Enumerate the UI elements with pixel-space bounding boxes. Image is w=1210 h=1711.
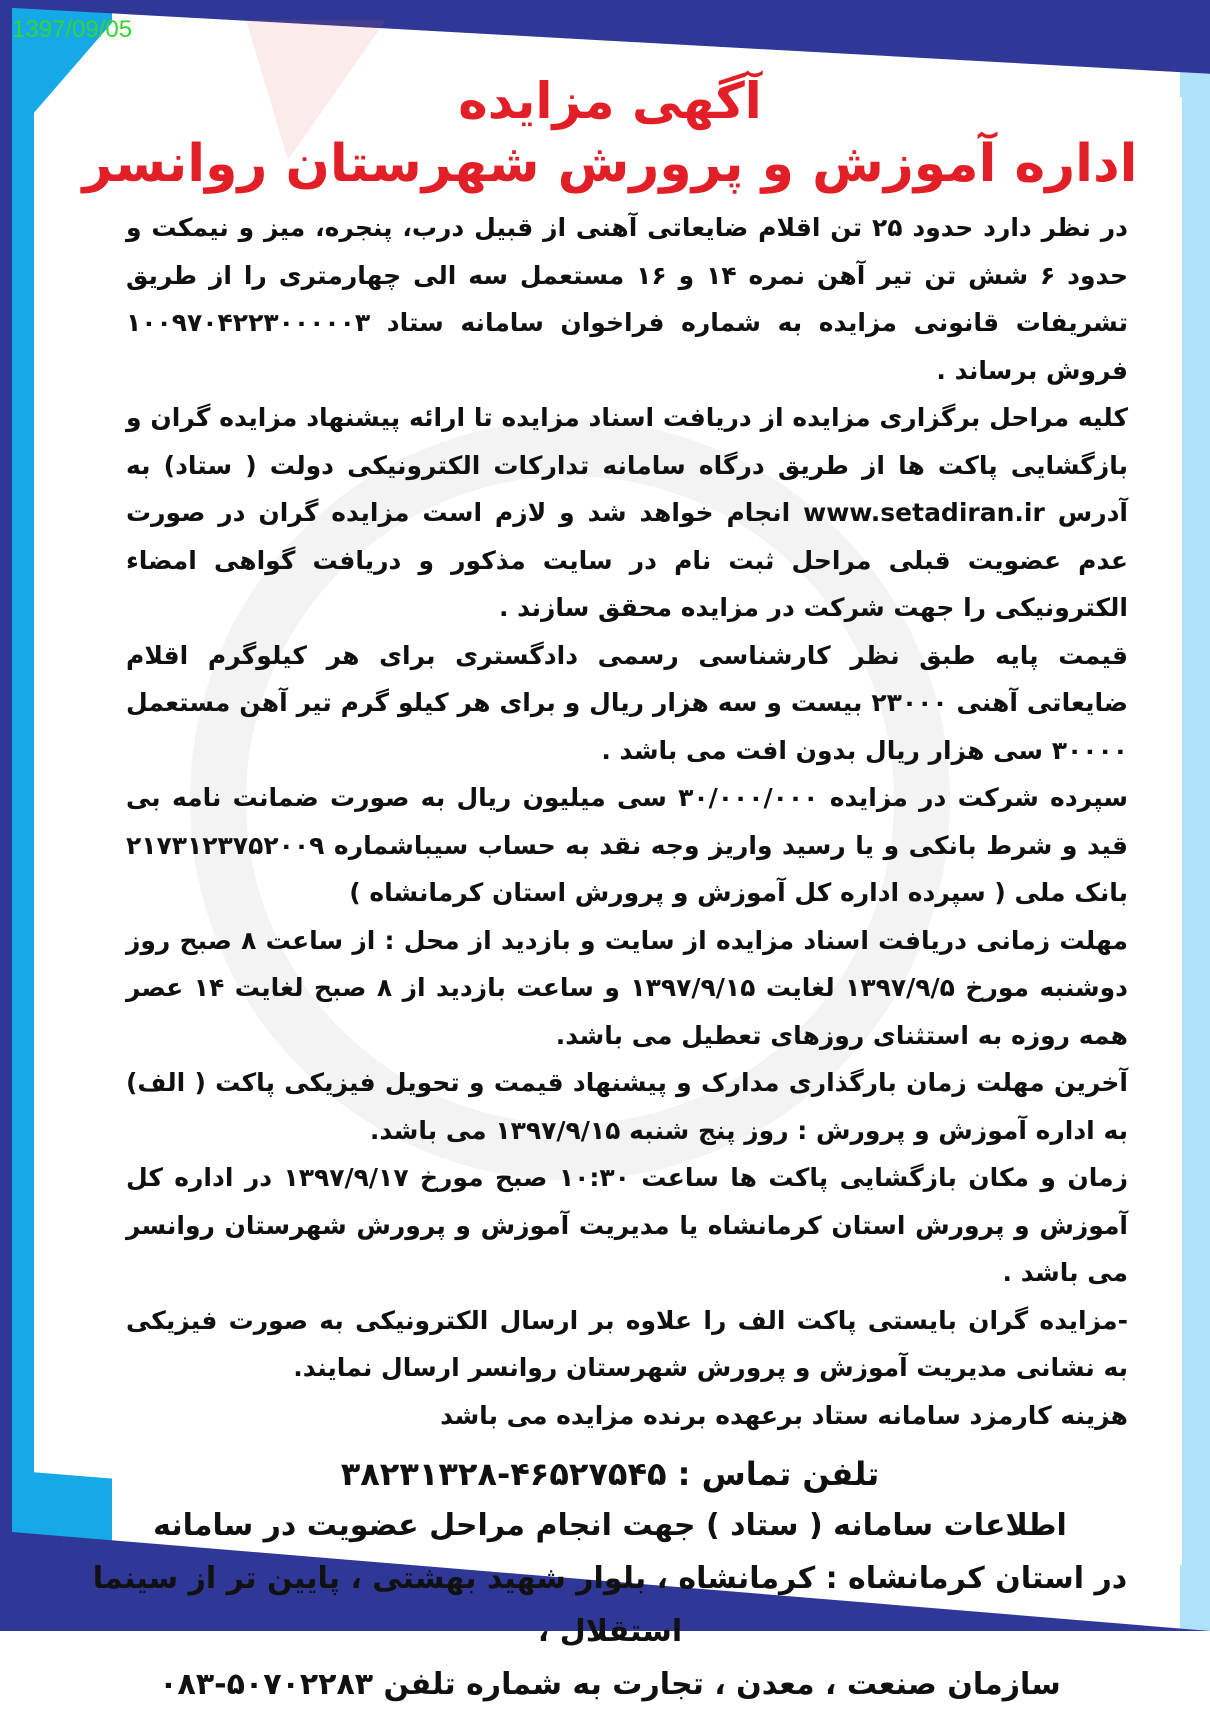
- date-stamp: 1397/09/05: [12, 16, 133, 43]
- frame-right-band: [1180, 0, 1210, 1631]
- paragraph-deposit: سپرده شرکت در مزایده ۳۰/۰۰۰/۰۰۰ سی میلیون ریال به صورت ضمانت نامه بی قید و شرط بانکی و یا رسید واریز وجه نقد به حساب سیباشماره ۲۱۷۳۱۲۳۷۵۲۰۰۹ بانک ملی ( سپرده اداره کل آموزش و پرورش استان کرمانشاه ): [126, 783, 1128, 907]
- paragraph-procedure: کلیه مراحل برگزاری مزایده از دریافت اسناد مزایده تا ارائه پیشنهاد مزایده گران و بازگشایی پاکت ها از طریق درگاه سامانه تدارکات الکترونیکی دولت ( ستاد) به آدرس www.setadiran.ir انجام خواهد شد و لازم است مزایده گران در صورت عدم عضویت قبلی مراحل ثبت نام در سایت مذکور و دریافت گواهی امضاء الکترونیکی را جهت شرکت در مزایده محقق سازند .: [126, 403, 1128, 622]
- contact-phone: تلفن تماس : ۴۶۵۲۷۵۴۵-۳۸۲۳۱۳۲۸: [340, 1455, 880, 1493]
- frame-left-dark-band: [0, 0, 12, 1631]
- setad-info-line-3: سازمان صنعت ، معدن ، تجارت به شماره تلفن ۵۰۷۰۲۲۸۳-۰۸۳: [159, 1667, 1061, 1702]
- notice-body: [40, 204, 1180, 1439]
- paragraph-base-price: قیمت پایه طبق نظر کارشناسی رسمی دادگستری برای هر کیلوگرم اقلام ضایعاتی آهنی ۲۳۰۰۰ بیست و سه هزار ریال و برای هر کیلو گرم تیر آهن مستعمل ۳۰۰۰۰ سی هزار ریال بدون افت می باشد .: [126, 640, 1128, 765]
- paragraph-intro: در نظر دارد حدود ۲۵ تن اقلام ضایعاتی آهنی از قبیل درب، پنجره، میز و نیمکت و حدود ۶ شش تن تیر آهن نمره ۱۴ و ۱۶ مستعمل سه الی چهارمتری را از طریق تشریفات قانونی مزایده به شماره فراخوان سامانه ستاد ۱۰۰۹۷۰۴۲۲۳۰۰۰۰۰۳ فروش برساند .: [126, 213, 1129, 385]
- notice-content: [40, 70, 1180, 1711]
- paragraph-deadline-submission: آخرین مهلت زمان بارگذاری مدارک و پیشنهاد قیمت و تحویل فیزیکی پاکت ( الف) به اداره آموزش و پرورش : روز پنج شنبه ۱۳۹۷/۹/۱۵ می باشد.: [126, 1068, 1128, 1145]
- notice-title: آگهی مزایده: [458, 72, 762, 130]
- paragraph-deadline-documents: مهلت زمانی دریافت اسناد مزایده از سایت و بازدید از محل : از ساعت ۸ صبح روز دوشنبه مورخ ۱۳۹۷/۹/۵ لغایت ۱۳۹۷/۹/۱۵ و ساعت بازدید از ۸ صبح لغایت ۱۴ عصر همه روزه به استثنای روزهای تعطیل می باشد.: [126, 925, 1128, 1050]
- setad-info-line-1: اطلاعات سامانه ( ستاد ) جهت انجام مراحل عضویت در سامانه: [153, 1508, 1067, 1543]
- notice-organization: اداره آموزش و پرورش شهرستان روانسر: [82, 134, 1138, 194]
- setad-info-line-2: در استان کرمانشاه : کرمانشاه ، بلوار شهید بهشتی ، پایین تر از سینما استقلال ،: [92, 1561, 1128, 1649]
- notice-footer: [40, 1449, 1180, 1711]
- paragraph-opening: زمان و مکان بازگشایی پاکت ها ساعت ۱۰:۳۰ صبح مورخ ۱۳۹۷/۹/۱۷ در اداره کل آموزش و پرورش استان کرمانشاه یا مدیریت آموزش و پرورش شهرستان روانسر می باشد .: [126, 1163, 1129, 1287]
- paragraph-fees: هزینه کارمزد سامانه ستاد برعهده برنده مزایده می باشد: [440, 1400, 1128, 1430]
- paragraph-physical-delivery: -مزایده گران بایستی پاکت الف را علاوه بر ارسال الکترونیکی به صورت فیزیکی به نشانی مدیریت آموزش و پرورش شهرستان روانسر ارسال نمایند.: [126, 1305, 1128, 1382]
